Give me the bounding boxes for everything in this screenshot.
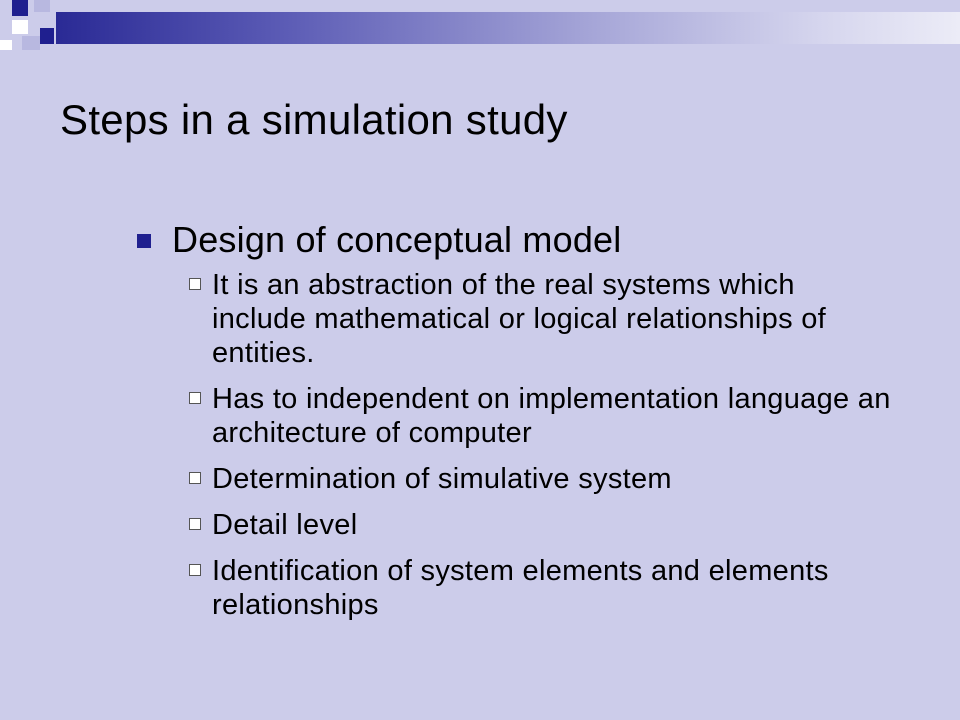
hollow-square-bullet-icon — [189, 518, 201, 530]
sub-bullet-text: Identification of system elements and elements relationships — [212, 555, 829, 621]
deco-square — [34, 0, 50, 12]
deco-square — [22, 36, 40, 50]
hollow-square-bullet-icon — [189, 472, 201, 484]
deco-square — [40, 28, 54, 44]
bullet-level1 — [137, 218, 897, 262]
sub-bullet-item — [189, 382, 897, 450]
sub-bullet-text: Has to independent on implementation language an architecture of computer — [212, 383, 891, 449]
sub-bullet-text: Determination of simulative system — [212, 463, 672, 495]
bullet-level1-text: Design of conceptual model — [172, 219, 622, 260]
sub-bullet-list — [189, 268, 897, 622]
header-gradient-band — [56, 12, 960, 44]
slide-title: Steps in a simulation study — [60, 96, 568, 143]
hollow-square-bullet-icon — [189, 278, 201, 290]
hollow-square-bullet-icon — [189, 564, 201, 576]
hollow-square-bullet-icon — [189, 392, 201, 404]
sub-bullet-item — [189, 462, 897, 496]
deco-square — [12, 20, 28, 34]
slide-content — [137, 218, 897, 634]
sub-bullet-item — [189, 268, 897, 370]
deco-square — [12, 0, 28, 16]
sub-bullet-text: It is an abstraction of the real systems which include mathematical or logical relationships of entities. — [212, 269, 827, 369]
sub-bullet-text: Detail level — [212, 509, 358, 541]
sub-bullet-item — [189, 508, 897, 542]
deco-square — [0, 40, 12, 50]
sub-bullet-item — [189, 554, 897, 622]
square-bullet-icon — [137, 234, 151, 248]
